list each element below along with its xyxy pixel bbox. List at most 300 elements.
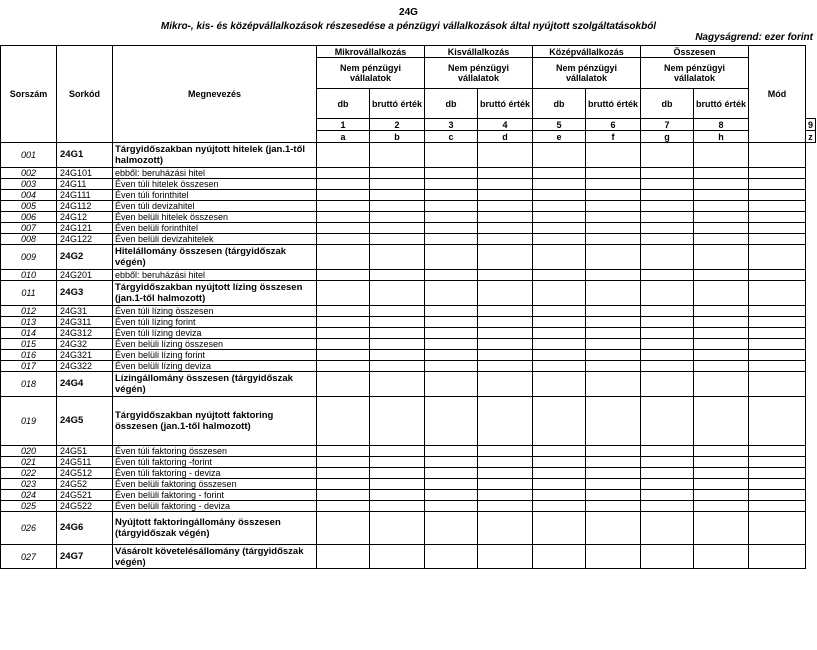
value-cell[interactable] bbox=[586, 281, 641, 306]
value-cell[interactable] bbox=[370, 281, 425, 306]
table-row bbox=[1, 339, 816, 350]
value-cell[interactable] bbox=[586, 245, 641, 270]
value-cell[interactable] bbox=[641, 501, 694, 512]
value-cell[interactable] bbox=[749, 281, 806, 306]
value-cell[interactable] bbox=[749, 317, 806, 328]
value-cell[interactable] bbox=[317, 281, 370, 306]
value-cell[interactable] bbox=[694, 281, 749, 306]
subgroup-header: Nem pénzügyi vállalatok bbox=[317, 58, 425, 89]
value-cell[interactable] bbox=[317, 350, 370, 361]
value-cell[interactable] bbox=[586, 479, 641, 490]
row-name: Éven túli hitelek összesen bbox=[113, 179, 317, 190]
value-cell[interactable] bbox=[533, 223, 586, 234]
value-cell[interactable] bbox=[641, 361, 694, 372]
value-cell[interactable] bbox=[425, 468, 478, 479]
value-cell[interactable] bbox=[478, 306, 533, 317]
value-cell[interactable] bbox=[370, 361, 425, 372]
row-name: Éven túli faktoring - deviza bbox=[113, 468, 317, 479]
value-cell[interactable] bbox=[641, 457, 694, 468]
row-code: 24G122 bbox=[57, 234, 113, 245]
value-cell[interactable] bbox=[478, 397, 533, 446]
value-cell[interactable] bbox=[425, 328, 478, 339]
value-cell[interactable] bbox=[586, 361, 641, 372]
value-cell[interactable] bbox=[317, 317, 370, 328]
table-row bbox=[1, 306, 816, 317]
value-cell[interactable] bbox=[749, 468, 806, 479]
value-cell[interactable] bbox=[641, 245, 694, 270]
value-cell[interactable] bbox=[694, 306, 749, 317]
value-cell[interactable] bbox=[749, 223, 806, 234]
value-cell[interactable] bbox=[533, 457, 586, 468]
value-cell[interactable] bbox=[533, 179, 586, 190]
value-cell[interactable] bbox=[478, 361, 533, 372]
value-cell[interactable] bbox=[749, 361, 806, 372]
value-cell[interactable] bbox=[370, 545, 425, 569]
value-cell[interactable] bbox=[694, 397, 749, 446]
value-cell[interactable] bbox=[533, 245, 586, 270]
value-cell[interactable] bbox=[478, 270, 533, 281]
value-cell[interactable] bbox=[317, 361, 370, 372]
value-cell[interactable] bbox=[533, 339, 586, 350]
value-cell[interactable] bbox=[586, 372, 641, 397]
value-cell[interactable] bbox=[586, 201, 641, 212]
value-cell[interactable] bbox=[478, 190, 533, 201]
value-cell[interactable] bbox=[586, 270, 641, 281]
value-cell[interactable] bbox=[586, 457, 641, 468]
value-cell[interactable] bbox=[694, 143, 749, 168]
col-header-sorszam: Sorszám bbox=[1, 46, 57, 143]
value-cell[interactable] bbox=[478, 545, 533, 569]
value-cell[interactable] bbox=[317, 328, 370, 339]
value-cell[interactable] bbox=[533, 212, 586, 223]
value-cell[interactable] bbox=[425, 179, 478, 190]
value-cell[interactable] bbox=[533, 350, 586, 361]
row-code: 24G11 bbox=[57, 179, 113, 190]
data-table bbox=[0, 45, 816, 569]
value-cell[interactable] bbox=[425, 501, 478, 512]
value-cell[interactable] bbox=[586, 501, 641, 512]
value-cell[interactable] bbox=[425, 361, 478, 372]
value-cell[interactable] bbox=[694, 479, 749, 490]
value-cell[interactable] bbox=[370, 234, 425, 245]
value-cell[interactable] bbox=[370, 328, 425, 339]
value-cell[interactable] bbox=[586, 490, 641, 501]
value-cell[interactable] bbox=[478, 245, 533, 270]
value-cell[interactable] bbox=[425, 223, 478, 234]
value-cell[interactable] bbox=[749, 490, 806, 501]
row-code: 24G321 bbox=[57, 350, 113, 361]
value-cell[interactable] bbox=[641, 545, 694, 569]
value-cell[interactable] bbox=[641, 234, 694, 245]
value-cell[interactable] bbox=[478, 490, 533, 501]
value-cell[interactable] bbox=[425, 317, 478, 328]
group-header-osszesen: Összesen bbox=[641, 46, 749, 58]
value-cell[interactable] bbox=[586, 143, 641, 168]
value-cell[interactable] bbox=[749, 306, 806, 317]
value-cell[interactable] bbox=[641, 446, 694, 457]
value-cell[interactable] bbox=[641, 512, 694, 545]
value-cell[interactable] bbox=[425, 490, 478, 501]
value-cell[interactable] bbox=[478, 201, 533, 212]
value-cell[interactable] bbox=[317, 339, 370, 350]
value-cell[interactable] bbox=[586, 468, 641, 479]
value-cell[interactable] bbox=[425, 306, 478, 317]
value-cell[interactable] bbox=[749, 457, 806, 468]
value-cell[interactable] bbox=[317, 446, 370, 457]
value-cell[interactable] bbox=[317, 234, 370, 245]
value-cell[interactable] bbox=[370, 446, 425, 457]
value-cell[interactable] bbox=[370, 490, 425, 501]
value-cell[interactable] bbox=[533, 143, 586, 168]
row-number: 002 bbox=[1, 168, 57, 179]
value-cell[interactable] bbox=[586, 350, 641, 361]
value-cell[interactable] bbox=[694, 168, 749, 179]
value-cell[interactable] bbox=[478, 328, 533, 339]
value-cell[interactable] bbox=[586, 328, 641, 339]
column-letter: g bbox=[641, 131, 694, 143]
value-cell[interactable] bbox=[317, 545, 370, 569]
row-name: Éven belüli hitelek összesen bbox=[113, 212, 317, 223]
value-cell[interactable] bbox=[478, 317, 533, 328]
value-cell[interactable] bbox=[586, 339, 641, 350]
row-number: 027 bbox=[1, 545, 57, 569]
value-cell[interactable] bbox=[425, 190, 478, 201]
value-cell[interactable] bbox=[478, 457, 533, 468]
value-cell[interactable] bbox=[533, 372, 586, 397]
value-cell[interactable] bbox=[749, 512, 806, 545]
row-code: 24G52 bbox=[57, 479, 113, 490]
value-cell[interactable] bbox=[694, 501, 749, 512]
column-number: 7 bbox=[641, 119, 694, 131]
value-cell[interactable] bbox=[694, 328, 749, 339]
value-cell[interactable] bbox=[749, 143, 806, 168]
value-cell[interactable] bbox=[370, 212, 425, 223]
value-cell[interactable] bbox=[425, 270, 478, 281]
value-cell[interactable] bbox=[425, 512, 478, 545]
value-cell[interactable] bbox=[694, 361, 749, 372]
value-cell[interactable] bbox=[317, 457, 370, 468]
value-cell[interactable] bbox=[533, 545, 586, 569]
value-cell[interactable] bbox=[641, 490, 694, 501]
table-title: Mikro-, kis- és középvállalkozások részesedése a pénzügyi vállalkozások által nyújtott szolgáltatásokból bbox=[160, 21, 657, 32]
value-cell[interactable] bbox=[694, 317, 749, 328]
value-cell[interactable] bbox=[370, 270, 425, 281]
value-cell[interactable] bbox=[641, 168, 694, 179]
value-cell[interactable] bbox=[641, 328, 694, 339]
value-cell[interactable] bbox=[533, 234, 586, 245]
value-cell[interactable] bbox=[317, 179, 370, 190]
value-cell[interactable] bbox=[694, 446, 749, 457]
value-cell[interactable] bbox=[586, 512, 641, 545]
row-code: 24G522 bbox=[57, 501, 113, 512]
value-cell[interactable] bbox=[694, 223, 749, 234]
value-cell[interactable] bbox=[425, 397, 478, 446]
value-cell[interactable] bbox=[586, 190, 641, 201]
row-number: 006 bbox=[1, 212, 57, 223]
value-cell[interactable] bbox=[749, 179, 806, 190]
value-cell[interactable] bbox=[370, 350, 425, 361]
table-row bbox=[1, 490, 816, 501]
value-cell[interactable] bbox=[425, 201, 478, 212]
value-cell[interactable] bbox=[641, 372, 694, 397]
value-cell[interactable] bbox=[694, 270, 749, 281]
value-cell[interactable] bbox=[425, 143, 478, 168]
value-cell[interactable] bbox=[641, 201, 694, 212]
value-cell[interactable] bbox=[478, 512, 533, 545]
value-cell[interactable] bbox=[749, 212, 806, 223]
value-cell[interactable] bbox=[749, 479, 806, 490]
column-number: 6 bbox=[586, 119, 641, 131]
value-cell[interactable] bbox=[425, 446, 478, 457]
value-cell[interactable] bbox=[749, 190, 806, 201]
table-row bbox=[1, 361, 816, 372]
row-name: Éven túli lízing forint bbox=[113, 317, 317, 328]
value-cell[interactable] bbox=[370, 468, 425, 479]
column-letter: a bbox=[317, 131, 370, 143]
row-name: Éven belüli lízing forint bbox=[113, 350, 317, 361]
value-cell[interactable] bbox=[749, 446, 806, 457]
value-cell[interactable] bbox=[478, 372, 533, 397]
value-cell[interactable] bbox=[317, 190, 370, 201]
row-number: 023 bbox=[1, 479, 57, 490]
value-cell[interactable] bbox=[478, 223, 533, 234]
value-cell[interactable] bbox=[317, 501, 370, 512]
value-cell[interactable] bbox=[370, 372, 425, 397]
value-cell[interactable] bbox=[533, 446, 586, 457]
value-cell[interactable] bbox=[641, 350, 694, 361]
value-cell[interactable] bbox=[478, 168, 533, 179]
row-number: 011 bbox=[1, 281, 57, 306]
value-cell[interactable] bbox=[749, 372, 806, 397]
row-code: 24G322 bbox=[57, 361, 113, 372]
col-header-mod: Mód bbox=[749, 46, 806, 143]
value-cell[interactable] bbox=[749, 339, 806, 350]
row-code: 24G12 bbox=[57, 212, 113, 223]
table-body bbox=[1, 143, 816, 569]
value-cell[interactable] bbox=[370, 179, 425, 190]
value-cell[interactable] bbox=[370, 168, 425, 179]
value-cell[interactable] bbox=[478, 468, 533, 479]
row-name: Vásárolt követelésállomány (tárgyidőszak végén) bbox=[113, 545, 317, 569]
value-cell[interactable] bbox=[641, 223, 694, 234]
row-name: Éven túli lízing deviza bbox=[113, 328, 317, 339]
value-cell[interactable] bbox=[370, 512, 425, 545]
value-cell[interactable] bbox=[694, 339, 749, 350]
value-cell[interactable] bbox=[694, 245, 749, 270]
value-cell[interactable] bbox=[370, 479, 425, 490]
value-cell[interactable] bbox=[586, 397, 641, 446]
value-cell[interactable] bbox=[478, 281, 533, 306]
value-cell[interactable] bbox=[694, 545, 749, 569]
value-cell[interactable] bbox=[425, 339, 478, 350]
value-cell[interactable] bbox=[586, 234, 641, 245]
value-cell[interactable] bbox=[533, 479, 586, 490]
value-cell[interactable] bbox=[317, 245, 370, 270]
value-cell[interactable] bbox=[694, 234, 749, 245]
value-cell[interactable] bbox=[749, 201, 806, 212]
value-cell[interactable] bbox=[370, 190, 425, 201]
row-code: 24G101 bbox=[57, 168, 113, 179]
row-name: Éven belüli lízing összesen bbox=[113, 339, 317, 350]
group-header-mikro: Mikrovállalkozás bbox=[317, 46, 425, 58]
value-cell[interactable] bbox=[641, 143, 694, 168]
value-cell[interactable] bbox=[478, 501, 533, 512]
value-cell[interactable] bbox=[694, 512, 749, 545]
value-cell[interactable] bbox=[694, 212, 749, 223]
value-cell[interactable] bbox=[370, 397, 425, 446]
value-cell[interactable] bbox=[586, 179, 641, 190]
value-cell[interactable] bbox=[694, 457, 749, 468]
value-cell[interactable] bbox=[749, 245, 806, 270]
value-cell[interactable] bbox=[478, 339, 533, 350]
value-cell[interactable] bbox=[425, 479, 478, 490]
row-name: Éven belüli faktoring - forint bbox=[113, 490, 317, 501]
value-cell[interactable] bbox=[694, 201, 749, 212]
value-cell[interactable] bbox=[533, 397, 586, 446]
row-code: 24G111 bbox=[57, 190, 113, 201]
row-code: 24G7 bbox=[57, 545, 113, 569]
value-cell[interactable] bbox=[425, 350, 478, 361]
value-cell[interactable] bbox=[694, 350, 749, 361]
value-cell[interactable] bbox=[317, 397, 370, 446]
value-cell[interactable] bbox=[586, 545, 641, 569]
value-cell[interactable] bbox=[533, 501, 586, 512]
value-cell[interactable] bbox=[478, 446, 533, 457]
subgroup-header: Nem pénzügyi vállalatok bbox=[641, 58, 749, 89]
value-cell[interactable] bbox=[749, 234, 806, 245]
value-cell[interactable] bbox=[641, 339, 694, 350]
col-header-megnevezes: Megnevezés bbox=[113, 46, 317, 143]
value-cell[interactable] bbox=[533, 468, 586, 479]
value-cell[interactable] bbox=[425, 245, 478, 270]
value-cell[interactable] bbox=[749, 545, 806, 569]
value-cell[interactable] bbox=[749, 328, 806, 339]
value-cell[interactable] bbox=[749, 501, 806, 512]
value-cell[interactable] bbox=[533, 270, 586, 281]
value-cell[interactable] bbox=[317, 143, 370, 168]
value-cell[interactable] bbox=[478, 350, 533, 361]
value-cell[interactable] bbox=[533, 361, 586, 372]
value-cell[interactable] bbox=[533, 317, 586, 328]
value-cell[interactable] bbox=[425, 372, 478, 397]
value-cell[interactable] bbox=[694, 179, 749, 190]
value-cell[interactable] bbox=[641, 479, 694, 490]
value-cell[interactable] bbox=[586, 223, 641, 234]
value-cell[interactable] bbox=[370, 223, 425, 234]
value-cell[interactable] bbox=[478, 212, 533, 223]
value-cell[interactable] bbox=[641, 397, 694, 446]
row-number: 021 bbox=[1, 457, 57, 468]
value-cell[interactable] bbox=[749, 397, 806, 446]
value-cell[interactable] bbox=[317, 168, 370, 179]
value-cell[interactable] bbox=[533, 306, 586, 317]
value-cell[interactable] bbox=[641, 281, 694, 306]
value-cell[interactable] bbox=[370, 457, 425, 468]
row-code: 24G521 bbox=[57, 490, 113, 501]
value-cell[interactable] bbox=[641, 270, 694, 281]
value-cell[interactable] bbox=[586, 212, 641, 223]
value-cell[interactable] bbox=[370, 143, 425, 168]
value-cell[interactable] bbox=[641, 212, 694, 223]
value-cell[interactable] bbox=[370, 245, 425, 270]
value-cell[interactable] bbox=[317, 201, 370, 212]
value-cell[interactable] bbox=[641, 306, 694, 317]
row-name: Éven belüli faktoring - deviza bbox=[113, 501, 317, 512]
row-number: 010 bbox=[1, 270, 57, 281]
value-cell[interactable] bbox=[317, 223, 370, 234]
value-cell[interactable] bbox=[586, 446, 641, 457]
value-cell[interactable] bbox=[586, 306, 641, 317]
value-cell[interactable] bbox=[749, 350, 806, 361]
table-row bbox=[1, 234, 816, 245]
group-header-kis: Kisvállalkozás bbox=[425, 46, 533, 58]
value-cell[interactable] bbox=[425, 234, 478, 245]
value-cell[interactable] bbox=[317, 512, 370, 545]
table-row bbox=[1, 223, 816, 234]
value-cell[interactable] bbox=[425, 168, 478, 179]
value-cell[interactable] bbox=[641, 468, 694, 479]
value-cell[interactable] bbox=[317, 372, 370, 397]
value-cell[interactable] bbox=[370, 339, 425, 350]
value-cell[interactable] bbox=[694, 468, 749, 479]
value-cell[interactable] bbox=[478, 234, 533, 245]
value-cell[interactable] bbox=[586, 168, 641, 179]
value-cell[interactable] bbox=[425, 281, 478, 306]
value-cell[interactable] bbox=[425, 212, 478, 223]
value-cell[interactable] bbox=[533, 281, 586, 306]
value-cell[interactable] bbox=[533, 168, 586, 179]
table-row bbox=[1, 212, 816, 223]
value-cell[interactable] bbox=[317, 490, 370, 501]
value-cell[interactable] bbox=[533, 512, 586, 545]
row-code: 24G1 bbox=[57, 143, 113, 168]
value-cell[interactable] bbox=[478, 179, 533, 190]
row-number: 022 bbox=[1, 468, 57, 479]
value-cell[interactable] bbox=[370, 306, 425, 317]
value-cell[interactable] bbox=[641, 179, 694, 190]
value-cell[interactable] bbox=[641, 317, 694, 328]
value-cell[interactable] bbox=[317, 479, 370, 490]
value-cell[interactable] bbox=[694, 372, 749, 397]
row-code: 24G201 bbox=[57, 270, 113, 281]
value-cell[interactable] bbox=[370, 501, 425, 512]
value-cell[interactable] bbox=[317, 306, 370, 317]
value-cell[interactable] bbox=[694, 190, 749, 201]
value-cell[interactable] bbox=[317, 212, 370, 223]
value-cell[interactable] bbox=[425, 545, 478, 569]
value-cell[interactable] bbox=[425, 457, 478, 468]
value-cell[interactable] bbox=[478, 479, 533, 490]
value-cell[interactable] bbox=[478, 143, 533, 168]
value-cell[interactable] bbox=[533, 190, 586, 201]
value-cell[interactable] bbox=[533, 490, 586, 501]
row-code: 24G32 bbox=[57, 339, 113, 350]
row-code: 24G4 bbox=[57, 372, 113, 397]
value-cell[interactable] bbox=[586, 317, 641, 328]
value-cell[interactable] bbox=[533, 328, 586, 339]
value-cell[interactable] bbox=[694, 490, 749, 501]
value-cell[interactable] bbox=[749, 270, 806, 281]
value-cell[interactable] bbox=[317, 270, 370, 281]
value-cell[interactable] bbox=[370, 317, 425, 328]
value-cell[interactable] bbox=[533, 201, 586, 212]
column-number: 3 bbox=[425, 119, 478, 131]
value-cell[interactable] bbox=[370, 201, 425, 212]
row-number: 019 bbox=[1, 397, 57, 446]
value-cell[interactable] bbox=[317, 468, 370, 479]
value-cell[interactable] bbox=[641, 190, 694, 201]
value-cell[interactable] bbox=[749, 168, 806, 179]
